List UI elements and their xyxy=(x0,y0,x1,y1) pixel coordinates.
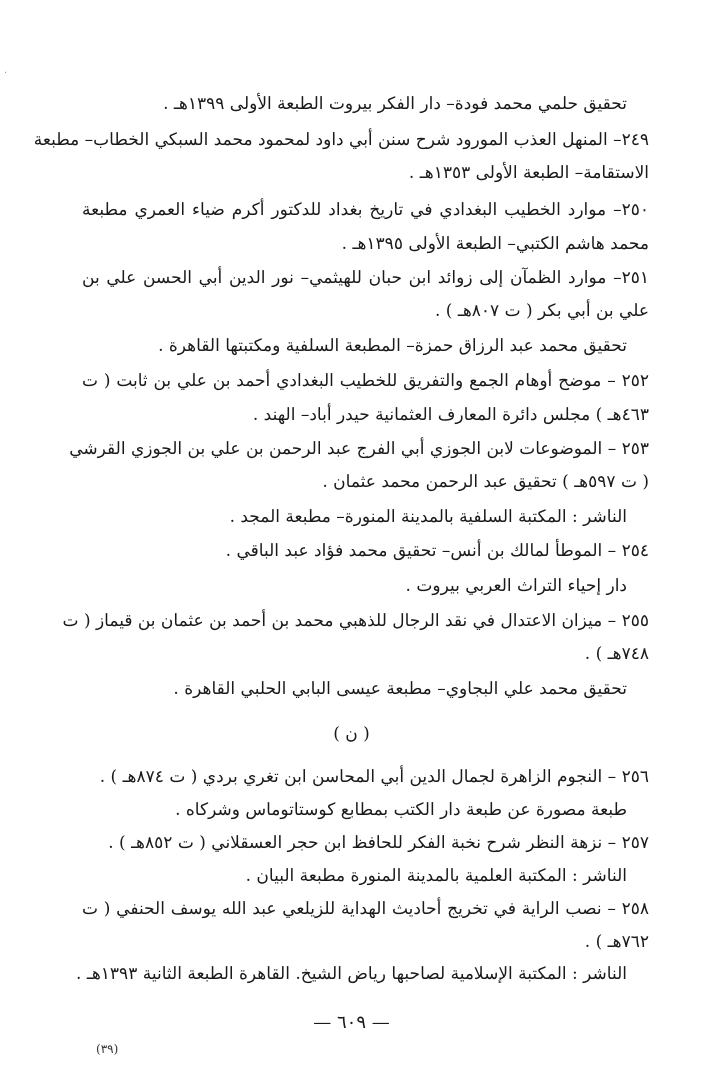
bib-line-12: ( ت ٥٩٧هـ ) تحقيق عبد الرحمن محمد عثمان . xyxy=(322,472,649,492)
bib-line-5: محمد هاشم الكتبي– الطبعة الأولى ١٣٩٥هـ . xyxy=(341,234,649,254)
bib-line-19: ٢٥٦ – النجوم الزاهرة لجمال الدين أبي المحاسن ابن تغري بردي ( ت ٨٧٤هـ ) . xyxy=(99,767,649,787)
bib-line-22: الناشر : المكتبة العلمية بالمدينة المنورة مطبعة البيان . xyxy=(245,866,627,886)
signature-mark: (٣٩) xyxy=(96,1042,119,1056)
bib-line-2: ٢٤٩– المنهل العذب المورود شرح سنن أبي داود لمحمود محمد السبكي الخطاب– مطبعة xyxy=(33,130,649,150)
bib-line-14: ٢٥٤ – الموطأ لمالك بن أنس– تحقيق محمد فؤاد عبد الباقي . xyxy=(225,541,649,561)
section-heading: ( ن ) xyxy=(333,724,370,744)
bib-line-20: طبعة مصورة عن طبعة دار الكتب بمطابع كوستاتوماس وشركاه . xyxy=(175,800,627,820)
scan-mark: · xyxy=(4,68,8,79)
bib-line-13: الناشر : المكتبة السلفية بالمدينة المنورة– مطبعة المجد . xyxy=(229,507,627,527)
bib-line-11: ٢٥٣ – الموضوعات لابن الجوزي أبي الفرج عبد الرحمن بن علي بن الجوزي القرشي xyxy=(69,439,649,459)
bib-line-6: ٢٥١– موارد الظمآن إلى زوائد ابن حبان للهيثمي– نور الدين أبي الحسن علي بن xyxy=(82,268,649,288)
bib-line-10: ٤٦٣هـ ) مجلس دائرة المعارف العثمانية حيدر أباد– الهند . xyxy=(252,405,649,425)
bib-line-4: ٢٥٠– موارد الخطيب البغدادي في تاريخ بغداد للدكتور أكرم ضياء العمري مطبعة xyxy=(82,200,649,220)
bib-line-15: دار إحياء التراث العربي بيروت . xyxy=(405,576,627,596)
page-number: — ٦٠٩ — xyxy=(313,1012,390,1033)
bib-line-9: ٢٥٢ – موضح أوهام الجمع والتفريق للخطيب البغدادي أحمد بن علي بن ثابت ( ت xyxy=(82,371,649,391)
bib-line-25: الناشر : المكتبة الإسلامية لصاحبها رياض الشيخ. القاهرة الطبعة الثانية ١٣٩٣هـ . xyxy=(76,964,627,984)
bib-line-24: ٧٦٢هـ ) . xyxy=(584,932,649,952)
bib-line-23: ٢٥٨ – نصب الراية في تخريج أحاديث الهداية للزيلعي عبد الله يوسف الحنفي ( ت xyxy=(82,899,649,919)
bib-line-16: ٢٥٥ – ميزان الاعتدال في نقد الرجال للذهبي محمد بن أحمد بن عثمان بن قيماز ( ت xyxy=(62,611,649,631)
bib-line-3: الاستقامة– الطبعة الأولى ١٣٥٣هـ . xyxy=(408,163,649,183)
bib-line-18: تحقيق محمد علي البجاوي– مطبعة عيسى البابي الحلبي القاهرة . xyxy=(173,679,627,699)
bib-line-17: ٧٤٨هـ ) . xyxy=(584,644,649,664)
bib-line-7: علي بن أبي بكر ( ت ٨٠٧هـ ) . xyxy=(435,301,649,321)
bib-line-21: ٢٥٧ – نزهة النظر شرح نخبة الفكر للحافظ ابن حجر العسقلاني ( ت ٨٥٢هـ ) . xyxy=(108,833,649,853)
bib-line-8: تحقيق محمد عبد الرزاق حمزة– المطبعة السلفية ومكتبتها القاهرة . xyxy=(158,336,627,356)
bib-line-1: تحقيق حلمي محمد فودة– دار الفكر بيروت الطبعة الأولى ١٣٩٩هـ . xyxy=(163,94,627,114)
